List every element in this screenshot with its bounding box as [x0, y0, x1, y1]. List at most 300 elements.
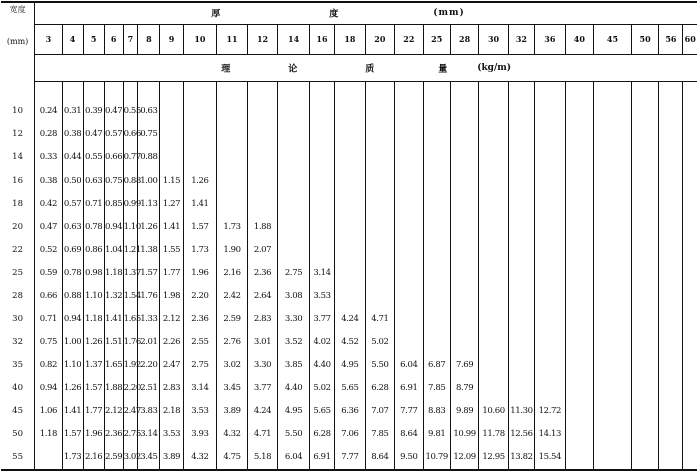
mass-value: 2.20 [138, 353, 160, 376]
mass-value: 0.99 [123, 192, 138, 215]
mass-value: 1.26 [62, 377, 83, 400]
thickness-header-8: 8 [138, 24, 160, 54]
mass-value [365, 284, 394, 307]
mass-value: 2.64 [247, 284, 278, 307]
table-row [1, 330, 697, 353]
mass-value: 4.95 [335, 353, 366, 376]
mass-value: 2.55 [183, 330, 217, 353]
thickness-header-10: 10 [183, 24, 217, 54]
spacer-cell [395, 81, 423, 100]
mass-value: 0.38 [35, 169, 62, 192]
mass-value: 0.86 [83, 238, 104, 261]
mass-value: 0.42 [35, 192, 62, 215]
mass-value: 2.83 [160, 377, 183, 400]
mass-value [423, 261, 450, 284]
spacer-row [1, 81, 697, 100]
mass-value: 4.32 [217, 423, 248, 446]
mass-value: 14.13 [535, 423, 566, 446]
table-row [1, 169, 697, 192]
width-value: 32 [1, 330, 35, 353]
mass-value [395, 215, 423, 238]
table-row [1, 446, 697, 470]
mass-value [217, 192, 248, 215]
mass-value [594, 238, 632, 261]
mass-value: 3.93 [183, 423, 217, 446]
mass-value: 6.04 [278, 446, 310, 470]
mass-value [423, 238, 450, 261]
thickness-header-25: 25 [423, 24, 450, 54]
mass-value [278, 192, 310, 215]
mass-value [183, 146, 217, 169]
mass-value [631, 353, 658, 376]
mass-value [335, 169, 366, 192]
mass-value: 2.75 [183, 353, 217, 376]
mass-value: 0.47 [104, 100, 123, 123]
mass-value: 0.98 [83, 261, 104, 284]
mass-value: 0.47 [35, 215, 62, 238]
mass-value: 0.94 [35, 377, 62, 400]
mass-value: 5.02 [365, 330, 394, 353]
mass-value [365, 215, 394, 238]
mass-value [594, 169, 632, 192]
mass-value [594, 353, 632, 376]
mass-value [683, 215, 697, 238]
mass-value [479, 330, 508, 353]
spacer-cell [479, 81, 508, 100]
mass-value: 0.39 [83, 100, 104, 123]
mass-value: 13.82 [508, 446, 534, 470]
thickness-header-20: 20 [365, 24, 394, 54]
mass-value [479, 215, 508, 238]
mass-value [594, 400, 632, 423]
mass-value: 0.52 [35, 238, 62, 261]
mass-value: 6.91 [309, 446, 334, 470]
mass-value: 5.02 [309, 377, 334, 400]
mass-value [659, 123, 683, 146]
table-row [1, 353, 697, 376]
mass-value: 0.88 [62, 284, 83, 307]
mass-value [335, 238, 366, 261]
mass-unit: (kg/m) [477, 62, 512, 73]
mass-value: 8.83 [423, 400, 450, 423]
thickness-header-30: 30 [479, 24, 508, 54]
mass-value [278, 100, 310, 123]
mass-value: 1.00 [138, 169, 160, 192]
mass-value: 6.91 [395, 377, 423, 400]
mass-value [631, 238, 658, 261]
table-row [1, 423, 697, 446]
mass-value: 1.21 [123, 238, 138, 261]
mass-value: 6.28 [365, 377, 394, 400]
mass-value: 3.77 [309, 307, 334, 330]
mass-value [631, 169, 658, 192]
mass-value: 8.79 [450, 377, 478, 400]
table-row [1, 400, 697, 423]
mass-value [659, 169, 683, 192]
mass-value [683, 353, 697, 376]
mass-value [631, 123, 658, 146]
mass-value: 9.89 [450, 400, 478, 423]
mass-value: 8.64 [365, 446, 394, 470]
mass-value: 4.24 [335, 307, 366, 330]
spacer-cell [450, 81, 478, 100]
mass-value: 3.45 [217, 377, 248, 400]
mass-value [479, 238, 508, 261]
mass-value [423, 146, 450, 169]
mass-value: 2.42 [217, 284, 248, 307]
thickness-header-7: 7 [123, 24, 138, 54]
mass-value: 7.07 [365, 400, 394, 423]
mass-value [217, 169, 248, 192]
mass-value: 1.32 [104, 284, 123, 307]
mass-value: 5.65 [335, 377, 366, 400]
mass-value: 3.14 [183, 377, 217, 400]
thickness-header-12: 12 [247, 24, 278, 54]
mass-value [565, 261, 593, 284]
mass-value [450, 100, 478, 123]
mass-value: 1.98 [160, 284, 183, 307]
mass-value [479, 169, 508, 192]
mass-value: 1.57 [183, 215, 217, 238]
spacer-cell [631, 81, 658, 100]
mass-value [160, 100, 183, 123]
mass-value: 1.27 [160, 192, 183, 215]
mass-value: 3.02 [217, 353, 248, 376]
mass-value [479, 377, 508, 400]
mass-value: 1.18 [35, 423, 62, 446]
mass-value: 1.96 [183, 261, 217, 284]
width-value: 45 [1, 400, 35, 423]
mass-value: 4.40 [309, 353, 334, 376]
mass-value [247, 192, 278, 215]
mass-value: 0.57 [104, 123, 123, 146]
mass-value [309, 169, 334, 192]
mass-value [535, 146, 566, 169]
mass-value: 3.14 [309, 261, 334, 284]
thickness-header-40: 40 [565, 24, 593, 54]
mass-value: 1.57 [62, 423, 83, 446]
mass-value: 4.52 [335, 330, 366, 353]
mass-value [365, 169, 394, 192]
table-row [1, 192, 697, 215]
mass-value: 3.08 [278, 284, 310, 307]
mass-value [423, 215, 450, 238]
mass-value: 2.76 [217, 330, 248, 353]
mass-value [278, 146, 310, 169]
mass-char-2: 论 [288, 64, 298, 75]
mass-value: 7.85 [423, 377, 450, 400]
mass-value: 4.95 [278, 400, 310, 423]
mass-value [278, 169, 310, 192]
mass-value: 1.65 [123, 307, 138, 330]
mass-value: 2.75 [123, 423, 138, 446]
mass-value: 1.77 [160, 261, 183, 284]
mass-value: 9.81 [423, 423, 450, 446]
mass-value [535, 307, 566, 330]
mass-value: 1.26 [183, 169, 217, 192]
mass-value: 2.75 [278, 261, 310, 284]
mass-value [450, 261, 478, 284]
mass-value: 1.73 [183, 238, 217, 261]
thickness-char-1: 厚 [211, 9, 222, 20]
table-row [1, 261, 697, 284]
mass-value: 1.26 [138, 215, 160, 238]
width-value: 14 [1, 146, 35, 169]
mass-value: 0.55 [83, 146, 104, 169]
mass-value [631, 192, 658, 215]
thickness-header-45: 45 [594, 24, 632, 54]
mass-value [450, 192, 478, 215]
mass-value: 2.36 [104, 423, 123, 446]
mass-value: 1.54 [123, 284, 138, 307]
mass-value: 3.85 [278, 353, 310, 376]
mass-value: 1.76 [138, 284, 160, 307]
mass-value: 11.30 [508, 400, 534, 423]
mass-value [278, 238, 310, 261]
mass-value [309, 215, 334, 238]
mass-value: 3.14 [138, 423, 160, 446]
mass-value [479, 100, 508, 123]
spacer-cell [594, 81, 632, 100]
mass-value [683, 307, 697, 330]
mass-value [217, 100, 248, 123]
mass-value [508, 307, 534, 330]
mass-value [183, 123, 217, 146]
mass-value [535, 100, 566, 123]
mass-value: 1.90 [217, 238, 248, 261]
mass-value: 1.04 [104, 238, 123, 261]
mass-value [565, 446, 593, 470]
mass-value [659, 215, 683, 238]
mass-value [659, 146, 683, 169]
table-row [1, 123, 697, 146]
mass-value [309, 100, 334, 123]
mass-value: 0.75 [104, 169, 123, 192]
width-unit: (mm) [6, 37, 29, 46]
mass-value [594, 215, 632, 238]
mass-value [594, 330, 632, 353]
mass-value: 1.15 [160, 169, 183, 192]
mass-value: 2.59 [217, 307, 248, 330]
mass-value: 3.83 [138, 400, 160, 423]
mass-value [535, 330, 566, 353]
mass-value [395, 330, 423, 353]
spacer-cell [83, 81, 104, 100]
mass-value [335, 261, 366, 284]
mass-value: 1.88 [104, 377, 123, 400]
mass-value: 3.53 [183, 400, 217, 423]
mass-value: 1.65 [104, 353, 123, 376]
thickness-header-36: 36 [535, 24, 566, 54]
mass-value [535, 377, 566, 400]
spacer-cell [35, 81, 62, 100]
thickness-unit: (mm) [433, 8, 465, 19]
mass-value: 2.59 [104, 446, 123, 470]
mass-value: 3.53 [309, 284, 334, 307]
mass-value [395, 307, 423, 330]
mass-value [423, 330, 450, 353]
mass-value: 0.47 [83, 123, 104, 146]
table-row [1, 307, 697, 330]
mass-value: 0.59 [35, 261, 62, 284]
mass-value [659, 192, 683, 215]
width-value: 50 [1, 423, 35, 446]
thickness-char-2: 度 [329, 9, 340, 20]
mass-value: 12.95 [479, 446, 508, 470]
mass-value [565, 284, 593, 307]
mass-value: 0.50 [62, 169, 83, 192]
mass-value [535, 238, 566, 261]
mass-value: 1.06 [35, 400, 62, 423]
spacer-cell [1, 81, 35, 100]
mass-value: 2.01 [138, 330, 160, 353]
mass-value: 7.85 [365, 423, 394, 446]
thickness-header-6: 6 [104, 24, 123, 54]
mass-value: 4.02 [309, 330, 334, 353]
mass-value: 12.72 [535, 400, 566, 423]
mass-value: 0.66 [35, 284, 62, 307]
mass-value: 2.36 [247, 261, 278, 284]
mass-value [395, 146, 423, 169]
mass-value: 4.24 [247, 400, 278, 423]
mass-value [659, 100, 683, 123]
mass-value: 0.75 [35, 330, 62, 353]
spacer-cell [565, 81, 593, 100]
mass-value [508, 261, 534, 284]
mass-value: 2.51 [138, 377, 160, 400]
mass-value [565, 146, 593, 169]
mass-value [631, 400, 658, 423]
width-value: 25 [1, 261, 35, 284]
thickness-header-4: 4 [62, 24, 83, 54]
mass-value [683, 123, 697, 146]
mass-value [423, 192, 450, 215]
mass-value [450, 146, 478, 169]
mass-value [479, 146, 508, 169]
mass-value [450, 215, 478, 238]
mass-value [423, 169, 450, 192]
mass-value [631, 261, 658, 284]
mass-value [535, 284, 566, 307]
mass-value [450, 330, 478, 353]
mass-value: 0.69 [62, 238, 83, 261]
mass-value [365, 146, 394, 169]
thickness-header-32: 32 [508, 24, 534, 54]
mass-value [565, 423, 593, 446]
mass-value: 1.33 [138, 307, 160, 330]
mass-value: 2.18 [160, 400, 183, 423]
mass-value: 1.41 [160, 215, 183, 238]
mass-value: 0.66 [104, 146, 123, 169]
mass-value: 1.38 [138, 238, 160, 261]
mass-value: 2.16 [217, 261, 248, 284]
mass-value [594, 446, 632, 470]
mass-value: 2.12 [104, 400, 123, 423]
mass-value: 0.57 [62, 192, 83, 215]
mass-value [683, 238, 697, 261]
mass-value [479, 284, 508, 307]
mass-value [479, 261, 508, 284]
mass-value: 12.09 [450, 446, 478, 470]
width-value: 12 [1, 123, 35, 146]
mass-value: 1.37 [123, 261, 138, 284]
mass-value [335, 284, 366, 307]
mass-value [594, 423, 632, 446]
mass-value [423, 123, 450, 146]
spacer-cell [160, 81, 183, 100]
mass-value [683, 330, 697, 353]
mass-value: 3.30 [278, 307, 310, 330]
mass-value: 2.26 [160, 330, 183, 353]
mass-value [365, 238, 394, 261]
mass-value: 1.10 [83, 284, 104, 307]
mass-value [309, 238, 334, 261]
mass-value [508, 284, 534, 307]
mass-value [508, 192, 534, 215]
mass-value: 12.56 [508, 423, 534, 446]
mass-value: 1.57 [83, 377, 104, 400]
mass-value: 0.88 [123, 169, 138, 192]
mass-value: 1.51 [104, 330, 123, 353]
mass-value [594, 146, 632, 169]
mass-value [247, 146, 278, 169]
mass-value: 1.26 [83, 330, 104, 353]
thickness-title-cell [35, 2, 697, 24]
mass-value [35, 446, 62, 470]
mass-value: 2.20 [183, 284, 217, 307]
width-value: 30 [1, 307, 35, 330]
mass-value [183, 100, 217, 123]
mass-value [565, 353, 593, 376]
spacer-cell [508, 81, 534, 100]
mass-value [659, 400, 683, 423]
thickness-header-50: 50 [631, 24, 658, 54]
width-value: 22 [1, 238, 35, 261]
mass-value: 0.85 [104, 192, 123, 215]
mass-value: 2.36 [183, 307, 217, 330]
mass-char-4: 量 [438, 64, 448, 75]
mass-value [535, 353, 566, 376]
mass-value [631, 100, 658, 123]
mass-value: 1.13 [138, 192, 160, 215]
mass-value [565, 307, 593, 330]
mass-value: 2.47 [160, 353, 183, 376]
mass-value: 8.64 [395, 423, 423, 446]
spacer-cell [247, 81, 278, 100]
thickness-header-56: 56 [659, 24, 683, 54]
mass-value: 7.77 [395, 400, 423, 423]
mass-value [395, 192, 423, 215]
width-value: 55 [1, 446, 35, 470]
mass-value: 4.71 [247, 423, 278, 446]
mass-value: 7.06 [335, 423, 366, 446]
mass-value [659, 446, 683, 470]
table-row [1, 146, 697, 169]
mass-value [450, 169, 478, 192]
mass-value: 1.41 [62, 400, 83, 423]
spacer-cell [535, 81, 566, 100]
thickness-header-11: 11 [217, 24, 248, 54]
mass-value [594, 261, 632, 284]
width-value: 16 [1, 169, 35, 192]
width-value: 28 [1, 284, 35, 307]
thickness-header-9: 9 [160, 24, 183, 54]
mass-value: 0.71 [35, 307, 62, 330]
mass-value [594, 284, 632, 307]
mass-value [395, 284, 423, 307]
width-header-cell [1, 2, 35, 81]
mass-value: 1.73 [217, 215, 248, 238]
